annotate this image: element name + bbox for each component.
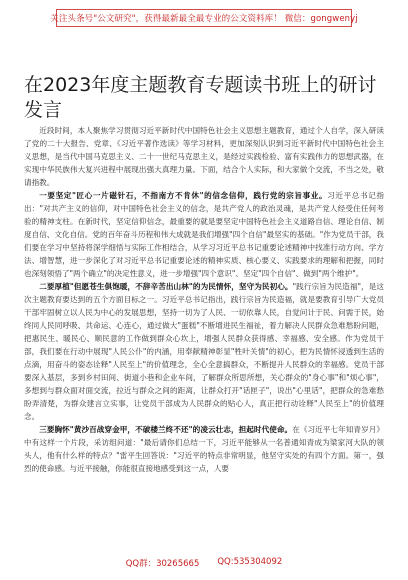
- paragraph-intro: 近段时间，本人聚焦学习贯彻习近平新时代中国特色社会主义思想主题教育，通过个人自学，深入研读了党的二十大报告、党章、《习近平著作选读》等学习材料，更加深刻认识到习近平新时代中国特色社会主义思想，是当代中国马克思主义、二十一世纪马克思主义，是经过实践检验、富有实践伟力的思想武器，在实现中华民族伟大复兴进程中展现出强大真理力量。下面，结合个人实际，和大家做个交流，不当之处，敬请指教。: [24, 126, 384, 187]
- paragraph-section-3: [24, 423, 384, 475]
- section-heading: 一要坚定"匠心一片磁针石，不指南方不肯休"的信念信仰，践行党的宗旨事业。: [39, 191, 328, 200]
- section-text: 习近平总书记指出："对共产主义的信仰，对中国特色社会主义的信念，是共产党人的政治灵魂，是共产党人经受住任何考验的精神支柱。在新时代，坚定信仰信念，最重要的就是要坚定中国特色社会主义道路自信、理论自信、制度自信、文化自信。党的百年奋斗历程和伟大成就是我们增强"四个自信"最坚实的基础。"作为党员干部，我们要在学习中坚持将深学细悟与实际工作相结合，从学习习近平总书记重要论述精神中找准行动方向、学方法、增智慧，进一步深化了对习近平总书记重要论述的精神实质、核心要义、实践要求的理解和把握，同时也深刻领悟了"两个确立"的决定性意义，进一步增强"四个意识"、坚定"四个自信"、做到"两个维护"。: [24, 191, 384, 278]
- paragraph-section-2: [24, 280, 384, 423]
- paragraph-section-1: [24, 189, 384, 280]
- footer-contact: [0, 557, 408, 571]
- section-text: 在《习近平七年知青岁月》中有这样一个片段，采访组问道："最后请你们总结一下，习近平能够从一名普通知青成为梁家河大队的领头人，他有什么样的特点？"雷平生回答说："习近平的特点非常明显，他坚守实处的有四个方面。第一，强烈的使命感。与近平接触，你能很直接地感受到这一点，人要: [24, 425, 384, 473]
- document-title: 在2023年度主题教育专题读书班上的研讨发言: [24, 73, 377, 121]
- document-body: [24, 124, 384, 544]
- header-banner: 关注头条号"公文研究"，获得最新最全最专业的公文资料库！ 微信：gongwenyj: [56, 9, 352, 27]
- footer-qq-group: QQ群：30265665: [125, 559, 200, 569]
- section-heading: 二要厚植"但愿苍生俱饱暖，不辞辛苦出山林"的为民情怀，坚守为民初心。: [39, 282, 293, 291]
- section-heading: 三要胸怀"黄沙百战穿金甲，不破楼兰终不还"的凌云壮志，担起时代使命。: [39, 425, 293, 434]
- section-text: "践行宗旨为民造福"，是这次主题教育要达到的五个方面目标之一。习近平总书记指出，践行宗旨为民造福，就是要教育引导广大党员干部牢固树立以人民为中心的发展思想，坚持一切为了人民、一切依靠人民，自觉问计于民、问需于民，始终同人民同呼吸、共命运、心连心，通过做大"蛋糕"不断增进民生福祉，着力解决人民群众急难愁盼问题，把惠民生、暖民心、顺民意的工作做到群众心坎上，增强人民群众获得感、幸福感、安全感。作为党员干部，我们要在行动中展现"人民公仆"的内涵，用奉献精神彰显"牲叶关情"的初心，把为民情怀浸透到生活的点滴，用奋斗的姿态诠释"人民至上"的价值理念，全心全意搞群众，不断提升人民群众的幸福感。党员干部要深入基层，多到乡村田间、街道小巷和企业车间，了解群众所思所想，关心群众的"身心事"和"烦心事"，多想到与群众面对面交流，拉近与群众之间的距离，让群众打开"话匣子"，说出"心里话"，把群众的急难愁盼弄清楚，为群众建言立实事，让党员干部成为人民群众的贴心人，真正把行动诠释"人民至上"的价值理念。: [24, 282, 384, 421]
- footer-qq: QQ:535304092: [217, 557, 283, 567]
